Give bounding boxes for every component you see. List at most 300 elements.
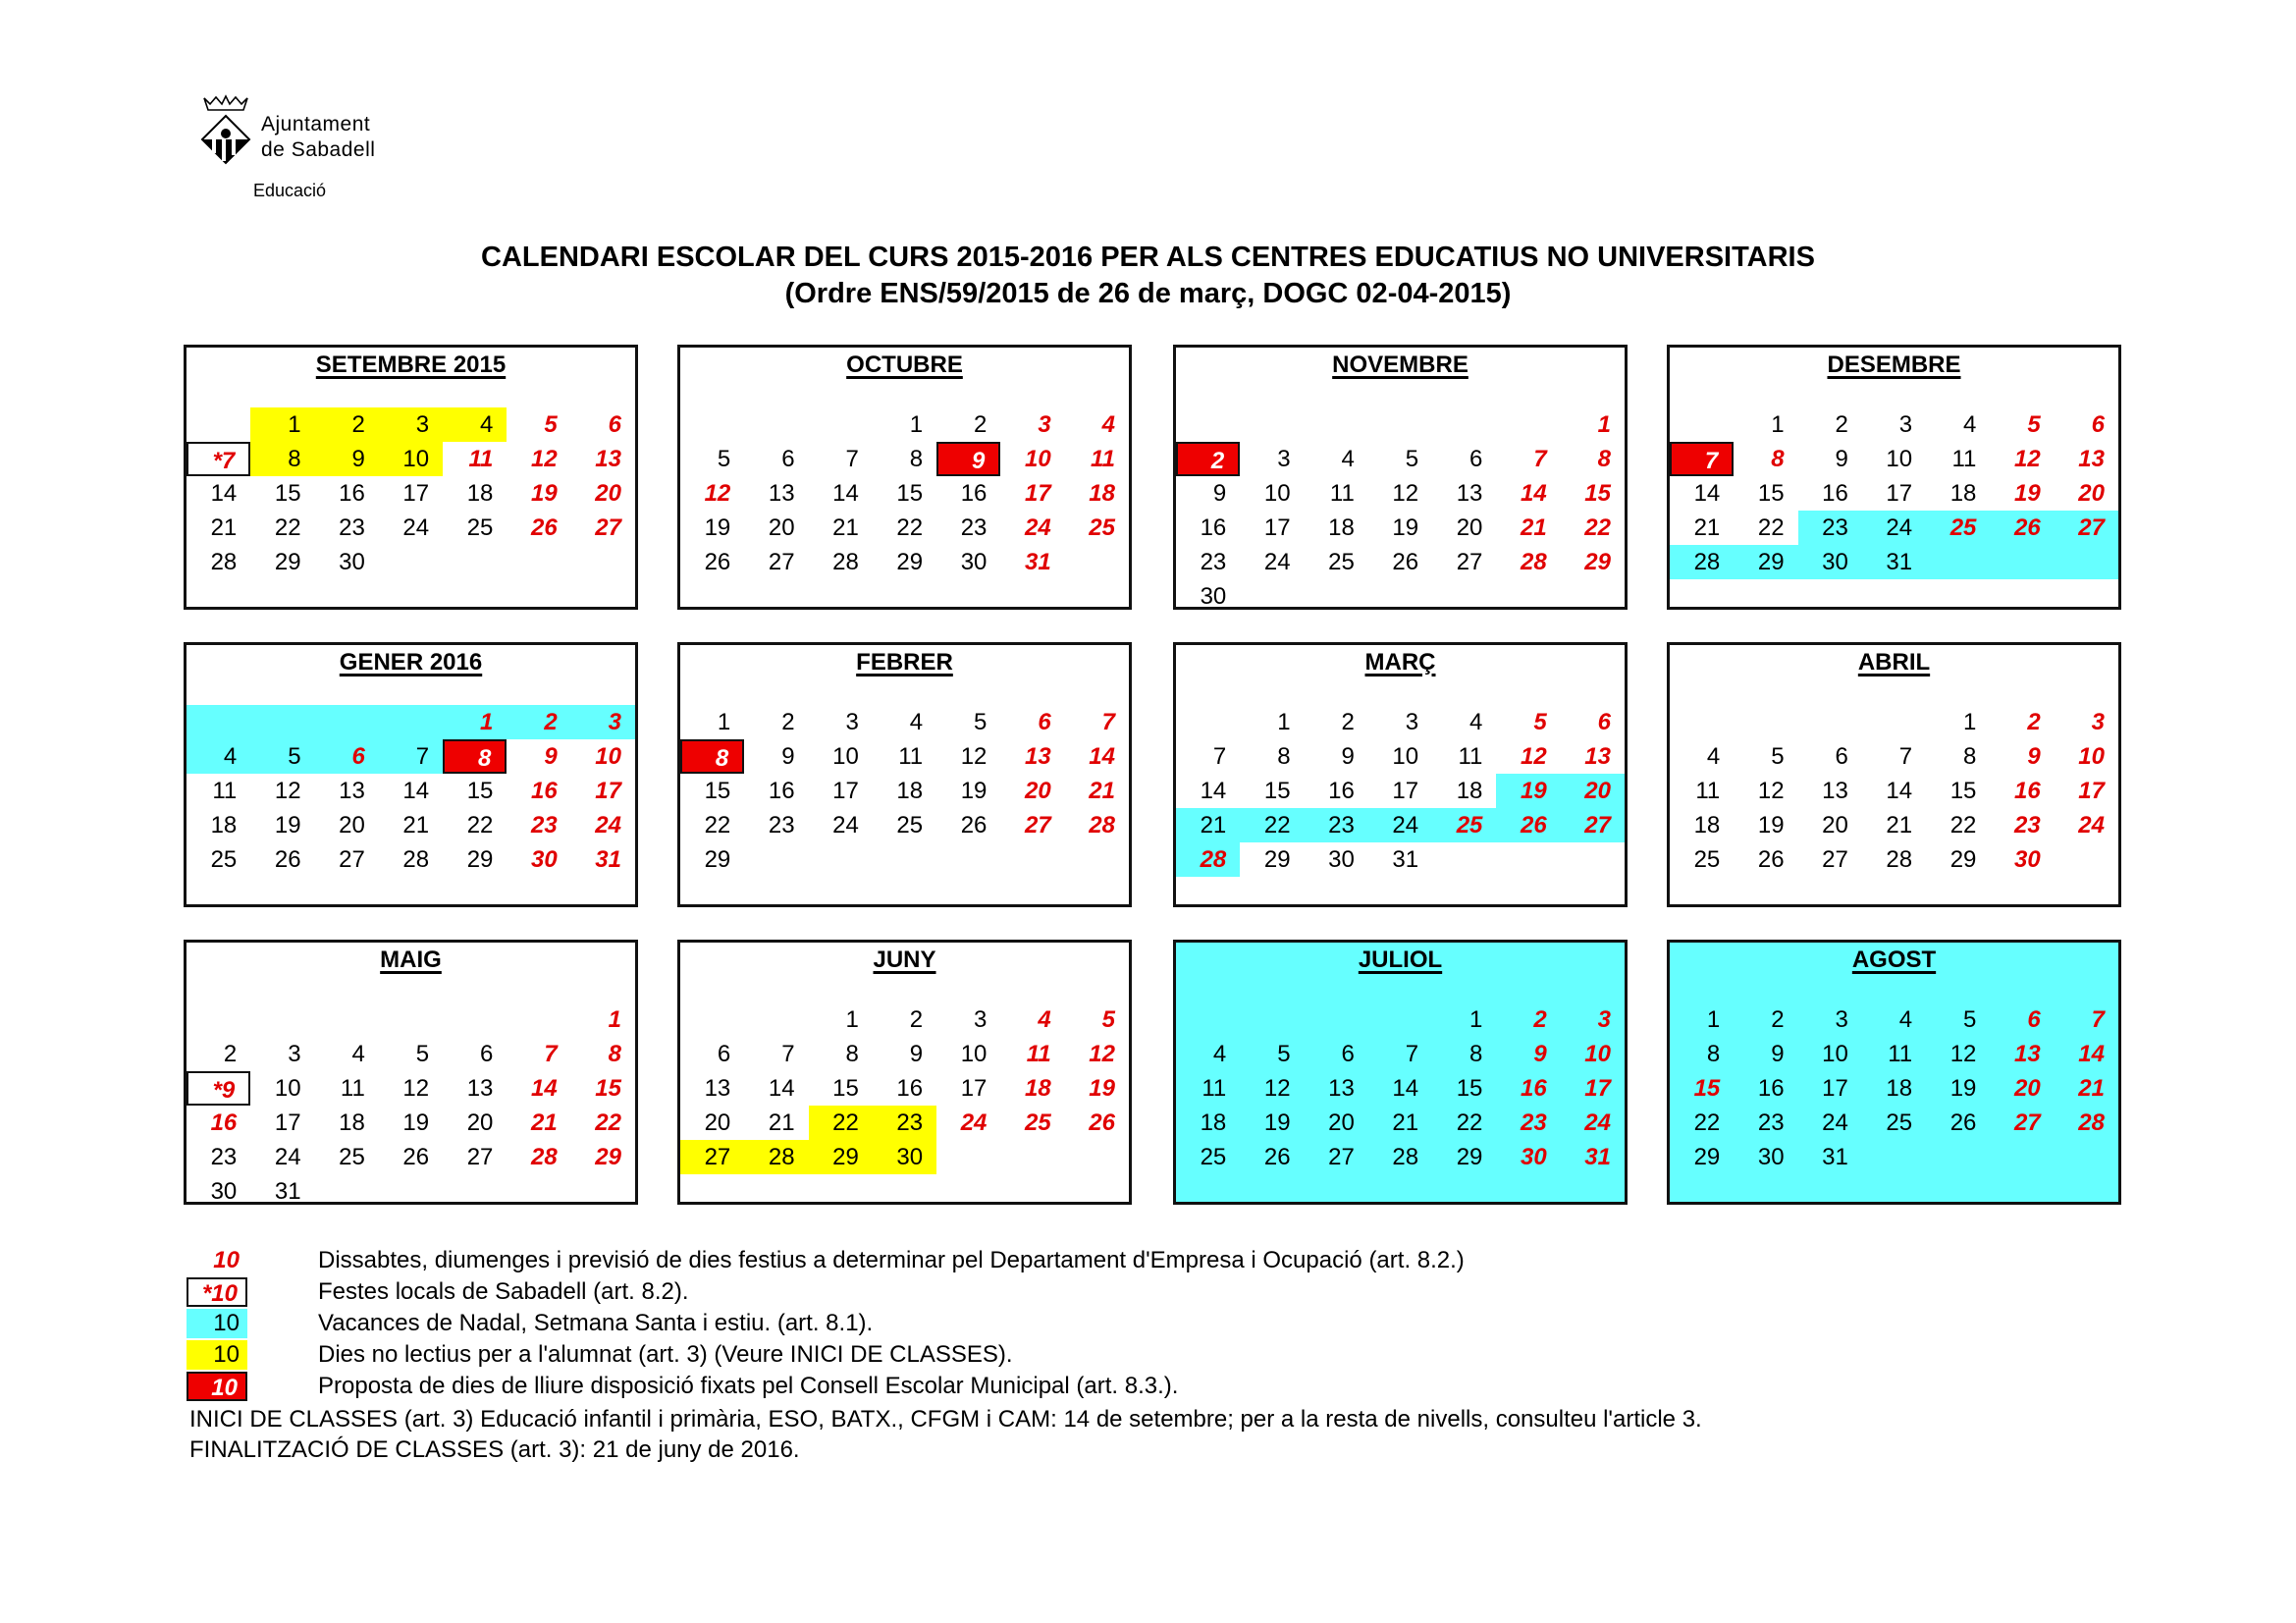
day-cell: 7 xyxy=(1533,446,1547,472)
day-cell: 14 xyxy=(402,778,430,804)
day-cell: 9 xyxy=(1533,1041,1547,1067)
day-cell: 12 xyxy=(1089,1041,1115,1067)
day-cell xyxy=(1240,407,1304,442)
day-cell: 27 xyxy=(2055,511,2118,545)
day-cell: 5 xyxy=(1277,1041,1291,1067)
day-cell: 28 xyxy=(832,549,859,575)
week-row xyxy=(1670,739,2118,774)
day-cell: 5 xyxy=(544,411,558,438)
legend xyxy=(187,1245,1465,1402)
legend-swatch: 10 xyxy=(187,1309,247,1338)
legend-item xyxy=(187,1308,1465,1339)
month-1 xyxy=(184,345,638,610)
day-cell: 12 xyxy=(530,446,558,472)
day-cell: 15 xyxy=(832,1075,859,1102)
day-cell: 28 xyxy=(1176,842,1240,877)
week-row xyxy=(187,705,635,739)
day-cell: 13 xyxy=(2013,1041,2041,1067)
day-cell: 12 xyxy=(1520,743,1547,770)
day-cell: 5 xyxy=(1771,743,1785,770)
month-5 xyxy=(184,642,638,907)
day-cell: 6 xyxy=(781,446,795,472)
day-cell xyxy=(187,705,250,739)
day-cell: 3 xyxy=(974,1006,988,1033)
day-cell: 30 xyxy=(2013,846,2041,873)
month-weeks xyxy=(1176,1002,1625,1174)
day-cell: 1 xyxy=(608,1006,621,1033)
day-cell: 4 xyxy=(1963,411,1977,438)
day-cell: 20 xyxy=(595,480,621,507)
month-weeks xyxy=(187,705,635,877)
day-cell: 8 xyxy=(443,739,507,774)
day-cell: 23 xyxy=(1798,511,1862,545)
day-cell: 3 xyxy=(1835,1006,1848,1033)
day-cell: 1 xyxy=(1963,709,1977,735)
day-cell: 10 xyxy=(1392,743,1419,770)
day-cell: 6 xyxy=(2091,411,2105,438)
day-cell: 24 xyxy=(1024,514,1051,541)
week-row xyxy=(187,476,635,511)
month-12 xyxy=(1667,940,2121,1205)
day-cell: 27 xyxy=(1561,808,1625,842)
day-cell: 11 xyxy=(1888,1041,1913,1067)
day-cell: 6 xyxy=(2027,1006,2041,1033)
day-cell: 3 xyxy=(1277,446,1291,472)
day-cell: 10 xyxy=(2078,743,2105,770)
day-cell: 18 xyxy=(466,480,494,507)
day-cell: 16 xyxy=(1520,1075,1547,1102)
day-cell: 19 xyxy=(704,514,731,541)
day-cell: 23 xyxy=(530,812,558,839)
week-row xyxy=(680,442,1129,476)
day-cell: 8 xyxy=(1706,1041,1721,1067)
day-cell: 10 xyxy=(274,1075,301,1102)
day-cell: 9 xyxy=(781,743,795,770)
department-label: Educació xyxy=(253,181,327,200)
week-row xyxy=(680,1071,1129,1106)
day-cell: 29 xyxy=(595,1144,621,1170)
day-cell: 21 xyxy=(402,812,430,839)
week-row xyxy=(680,1140,1129,1174)
day-cell xyxy=(1176,1002,1240,1037)
day-cell: 17 xyxy=(2078,778,2105,804)
day-cell: 7 xyxy=(544,1041,558,1067)
day-cell: 21 xyxy=(832,514,859,541)
day-cell xyxy=(1305,579,1368,614)
day-cell: 25 xyxy=(1432,808,1496,842)
day-cell: 23 xyxy=(768,812,795,839)
day-cell xyxy=(1176,407,1240,442)
week-row xyxy=(1670,842,2118,877)
day-cell: 1 xyxy=(1706,1006,1721,1033)
legend-swatch: 10 xyxy=(213,1247,240,1273)
day-cell: 23 xyxy=(1305,808,1368,842)
day-cell: 22 xyxy=(595,1109,621,1136)
day-cell: 24 xyxy=(595,812,621,839)
day-cell xyxy=(1432,407,1496,442)
day-cell: 16 xyxy=(1757,1075,1785,1102)
day-cell: 20 xyxy=(768,514,795,541)
day-cell: 8 xyxy=(1469,1041,1483,1067)
day-cell: 12 xyxy=(402,1075,430,1102)
day-cell xyxy=(1734,705,1797,739)
day-cell: 7 xyxy=(845,446,859,472)
day-cell: 8 xyxy=(909,446,924,472)
day-cell: 5 xyxy=(1533,709,1547,735)
day-cell: 17 xyxy=(1584,1075,1611,1102)
day-cell: 30 xyxy=(1798,545,1862,579)
day-cell: 15 xyxy=(1263,778,1291,804)
day-cell: 14 xyxy=(1089,743,1115,770)
day-cell: 14 xyxy=(1693,480,1721,507)
day-cell xyxy=(1670,705,1734,739)
day-cell: 20 xyxy=(1456,514,1483,541)
day-cell: 2 xyxy=(1533,1006,1547,1033)
day-cell: 13 xyxy=(595,446,621,472)
week-row xyxy=(187,442,635,476)
day-cell: 11 xyxy=(468,446,494,472)
day-cell: 15 xyxy=(1584,480,1611,507)
day-cell: 11 xyxy=(898,743,924,770)
day-cell: 30 xyxy=(339,549,365,575)
day-cell: 7 xyxy=(2091,1006,2105,1033)
day-cell xyxy=(507,1002,570,1037)
day-cell: 30 xyxy=(1757,1144,1785,1170)
day-cell: 30 xyxy=(960,549,988,575)
day-cell: 8 xyxy=(1597,446,1611,472)
day-cell: 30 xyxy=(873,1140,936,1174)
day-cell: 10 xyxy=(379,442,443,476)
week-row xyxy=(680,476,1129,511)
day-cell xyxy=(1368,1002,1432,1037)
day-cell: 12 xyxy=(2013,446,2041,472)
day-cell xyxy=(873,842,936,877)
day-cell: 11 xyxy=(1951,446,1977,472)
month-name: AGOST xyxy=(1851,947,1937,973)
day-cell: 23 xyxy=(1757,1109,1785,1136)
day-cell: 27 xyxy=(768,549,795,575)
week-row xyxy=(680,545,1129,579)
day-cell: 8 xyxy=(1963,743,1977,770)
month-7 xyxy=(1173,642,1628,907)
day-cell: 4 xyxy=(1038,1006,1051,1033)
day-cell: 9 xyxy=(1835,446,1848,472)
day-cell xyxy=(1065,842,1129,877)
week-row xyxy=(680,1037,1129,1071)
day-cell: 8 xyxy=(1771,446,1785,472)
week-row xyxy=(1176,545,1625,579)
day-cell: 29 xyxy=(1456,1144,1483,1170)
day-cell: 25 xyxy=(1328,549,1355,575)
week-row xyxy=(187,1140,635,1174)
day-cell: 17 xyxy=(1392,778,1419,804)
legend-swatch: 10 xyxy=(187,1340,247,1370)
day-cell xyxy=(1561,579,1625,614)
day-cell: 2 xyxy=(974,411,988,438)
day-cell: 26 xyxy=(1263,1144,1291,1170)
day-cell: 15 xyxy=(896,480,924,507)
day-cell: *7 xyxy=(187,442,250,476)
week-row xyxy=(1176,579,1625,614)
day-cell: 21 xyxy=(1886,812,1913,839)
day-cell xyxy=(1240,579,1304,614)
day-cell: 12 xyxy=(960,743,988,770)
day-cell: 11 xyxy=(1695,778,1721,804)
day-cell xyxy=(936,842,1000,877)
day-cell: *9 xyxy=(187,1071,250,1106)
day-cell: 19 xyxy=(274,812,301,839)
day-cell xyxy=(1990,1140,2054,1174)
week-row xyxy=(187,842,635,877)
day-cell: 22 xyxy=(274,514,301,541)
day-cell: 10 xyxy=(832,743,859,770)
day-cell: 8 xyxy=(250,442,314,476)
month-name: NOVEMBRE xyxy=(1332,352,1468,378)
week-row xyxy=(1670,511,2118,545)
day-cell: 12 xyxy=(1949,1041,1977,1067)
day-cell: 10 xyxy=(595,743,621,770)
legend-swatch: 10 xyxy=(187,1372,247,1401)
day-cell: 16 xyxy=(960,480,988,507)
month-weeks xyxy=(187,407,635,579)
day-cell xyxy=(680,1002,744,1037)
day-cell: 31 xyxy=(1392,846,1419,873)
week-row xyxy=(680,842,1129,877)
day-cell: 19 xyxy=(402,1109,430,1136)
day-cell: 17 xyxy=(960,1075,988,1102)
day-cell xyxy=(1000,842,1064,877)
day-cell: 4 xyxy=(443,407,507,442)
day-cell: 22 xyxy=(1693,1109,1721,1136)
day-cell: 22 xyxy=(1949,812,1977,839)
day-cell: 29 xyxy=(1263,846,1291,873)
day-cell: 29 xyxy=(1949,846,1977,873)
day-cell: 21 xyxy=(1520,514,1547,541)
day-cell: 4 xyxy=(1212,1041,1227,1067)
day-cell xyxy=(1670,407,1734,442)
week-row xyxy=(1176,442,1625,476)
day-cell: 21 xyxy=(1089,778,1115,804)
day-cell: 4 xyxy=(1706,743,1721,770)
day-cell: 18 xyxy=(1886,1075,1913,1102)
day-cell: 31 xyxy=(595,846,621,873)
legend-item xyxy=(187,1245,1465,1276)
day-cell xyxy=(443,1002,507,1037)
day-cell: 2 xyxy=(2027,709,2041,735)
day-cell: 12 xyxy=(1757,778,1785,804)
day-cell: 27 xyxy=(595,514,621,541)
month-weeks xyxy=(680,1002,1129,1174)
day-cell: 19 xyxy=(1496,774,1560,808)
day-cell xyxy=(507,545,570,579)
day-cell: 9 xyxy=(544,743,558,770)
week-row xyxy=(1670,476,2118,511)
day-cell: 21 xyxy=(210,514,238,541)
week-row xyxy=(1176,808,1625,842)
day-cell: 1 xyxy=(443,705,507,739)
day-cell: 7 xyxy=(1670,442,1734,476)
week-row xyxy=(187,1071,635,1106)
day-cell xyxy=(1432,842,1496,877)
week-row xyxy=(1176,705,1625,739)
month-weeks xyxy=(1670,1002,2118,1174)
day-cell: 27 xyxy=(339,846,365,873)
week-row xyxy=(680,808,1129,842)
day-cell: 18 xyxy=(1089,480,1115,507)
day-cell xyxy=(507,1174,570,1209)
day-cell: 25 xyxy=(1886,1109,1913,1136)
day-cell: 28 xyxy=(1392,1144,1419,1170)
week-row xyxy=(1670,1037,2118,1071)
day-cell: 14 xyxy=(1886,778,1913,804)
day-cell xyxy=(1432,579,1496,614)
day-cell: 13 xyxy=(2078,446,2105,472)
day-cell: 15 xyxy=(1456,1075,1483,1102)
day-cell: 16 xyxy=(1200,514,1227,541)
month-name: MAIG xyxy=(380,947,442,973)
day-cell: 25 xyxy=(466,514,494,541)
day-cell: 28 xyxy=(744,1140,808,1174)
day-cell: 30 xyxy=(1328,846,1355,873)
day-cell: 7 xyxy=(781,1041,795,1067)
day-cell: 13 xyxy=(1456,480,1483,507)
day-cell: 28 xyxy=(2078,1109,2105,1136)
day-cell: 15 xyxy=(704,778,731,804)
day-cell: 21 xyxy=(1392,1109,1419,1136)
day-cell: 18 xyxy=(1328,514,1355,541)
day-cell: 13 xyxy=(768,480,795,507)
legend-item xyxy=(187,1339,1465,1371)
week-row xyxy=(187,1002,635,1037)
day-cell: 15 xyxy=(1693,1075,1721,1102)
month-weeks xyxy=(680,705,1129,877)
day-cell: 14 xyxy=(210,480,238,507)
day-cell: 21 xyxy=(530,1109,558,1136)
week-row xyxy=(680,511,1129,545)
day-cell xyxy=(2055,545,2118,579)
day-cell xyxy=(187,407,250,442)
day-cell: 15 xyxy=(466,778,494,804)
day-cell: 29 xyxy=(1693,1144,1721,1170)
day-cell: 4 xyxy=(351,1041,365,1067)
day-cell xyxy=(1368,579,1432,614)
day-cell: 18 xyxy=(1200,1109,1227,1136)
month-name: MARÇ xyxy=(1364,649,1436,676)
day-cell: 23 xyxy=(873,1106,936,1140)
org-line-2: de Sabadell xyxy=(261,138,376,161)
day-cell: 5 xyxy=(1963,1006,1977,1033)
day-cell xyxy=(1305,1002,1368,1037)
month-3 xyxy=(1173,345,1628,610)
day-cell: 2 xyxy=(1771,1006,1785,1033)
day-cell: 22 xyxy=(809,1106,873,1140)
day-cell: 16 xyxy=(210,1109,238,1136)
day-cell: 23 xyxy=(2013,812,2041,839)
week-row xyxy=(1670,1071,2118,1106)
week-row xyxy=(1670,442,2118,476)
day-cell: 13 xyxy=(1822,778,1848,804)
day-cell: 31 xyxy=(1862,545,1926,579)
day-cell: 19 xyxy=(1392,514,1419,541)
month-6 xyxy=(677,642,1132,907)
month-weeks xyxy=(1176,705,1625,877)
day-cell: 28 xyxy=(530,1144,558,1170)
day-cell: 3 xyxy=(1038,411,1051,438)
day-cell: 27 xyxy=(1456,549,1483,575)
day-cell: 24 xyxy=(1822,1109,1848,1136)
day-cell: 21 xyxy=(2078,1075,2105,1102)
day-cell xyxy=(936,1140,1000,1174)
day-cell: 29 xyxy=(896,549,924,575)
day-cell: 20 xyxy=(339,812,365,839)
month-8 xyxy=(1667,642,2121,907)
day-cell xyxy=(1065,1140,1129,1174)
day-cell: 19 xyxy=(960,778,988,804)
day-cell: 25 xyxy=(1089,514,1115,541)
legend-text: Proposta de dies de lliure disposició fixats pel Consell Escolar Municipal (art. 8.3.). xyxy=(318,1373,1179,1399)
legend-text: Dies no lectius per a l'alumnat (art. 3) (Veure INICI DE CLASSES). xyxy=(318,1341,1013,1368)
day-cell: 26 xyxy=(1990,511,2054,545)
day-cell: 11 xyxy=(340,1075,365,1102)
day-cell: 5 xyxy=(1405,446,1419,472)
legend-text: Vacances de Nadal, Setmana Santa i estiu. (art. 8.1). xyxy=(318,1310,874,1336)
month-name: JULIOL xyxy=(1358,947,1443,973)
day-cell: 12 xyxy=(1263,1075,1291,1102)
day-cell: 1 xyxy=(1597,411,1611,438)
day-cell: 24 xyxy=(1862,511,1926,545)
month-name: JUNY xyxy=(873,947,936,973)
day-cell: 19 xyxy=(1089,1075,1115,1102)
day-cell: 26 xyxy=(530,514,558,541)
day-cell: 19 xyxy=(1949,1075,1977,1102)
day-cell xyxy=(744,407,808,442)
day-cell: 17 xyxy=(274,1109,301,1136)
day-cell xyxy=(250,705,314,739)
day-cell: 23 xyxy=(339,514,365,541)
day-cell: 27 xyxy=(2013,1109,2041,1136)
day-cell: 22 xyxy=(896,514,924,541)
day-cell xyxy=(443,545,507,579)
day-cell: 8 xyxy=(680,739,744,774)
day-cell: 7 xyxy=(379,739,443,774)
week-row xyxy=(1176,1071,1625,1106)
day-cell: 29 xyxy=(466,846,494,873)
day-cell: 17 xyxy=(1886,480,1913,507)
day-cell: 18 xyxy=(1693,812,1721,839)
day-cell: 29 xyxy=(704,846,731,873)
day-cell xyxy=(809,407,873,442)
day-cell xyxy=(315,1002,379,1037)
day-cell: 7 xyxy=(1405,1041,1419,1067)
day-cell: 12 xyxy=(274,778,301,804)
month-name: OCTUBRE xyxy=(846,352,963,378)
day-cell: 23 xyxy=(210,1144,238,1170)
day-cell: 2 xyxy=(507,705,570,739)
day-cell: 20 xyxy=(2013,1075,2041,1102)
week-row xyxy=(1176,774,1625,808)
day-cell: 16 xyxy=(530,778,558,804)
day-cell xyxy=(1496,842,1560,877)
day-cell xyxy=(1305,407,1368,442)
day-cell xyxy=(680,407,744,442)
day-cell: 31 xyxy=(1584,1144,1611,1170)
day-cell: 13 xyxy=(339,778,365,804)
day-cell: 26 xyxy=(1949,1109,1977,1136)
day-cell: 20 xyxy=(1024,778,1051,804)
day-cell: 18 xyxy=(896,778,924,804)
day-cell xyxy=(1176,705,1240,739)
day-cell xyxy=(1926,545,1990,579)
